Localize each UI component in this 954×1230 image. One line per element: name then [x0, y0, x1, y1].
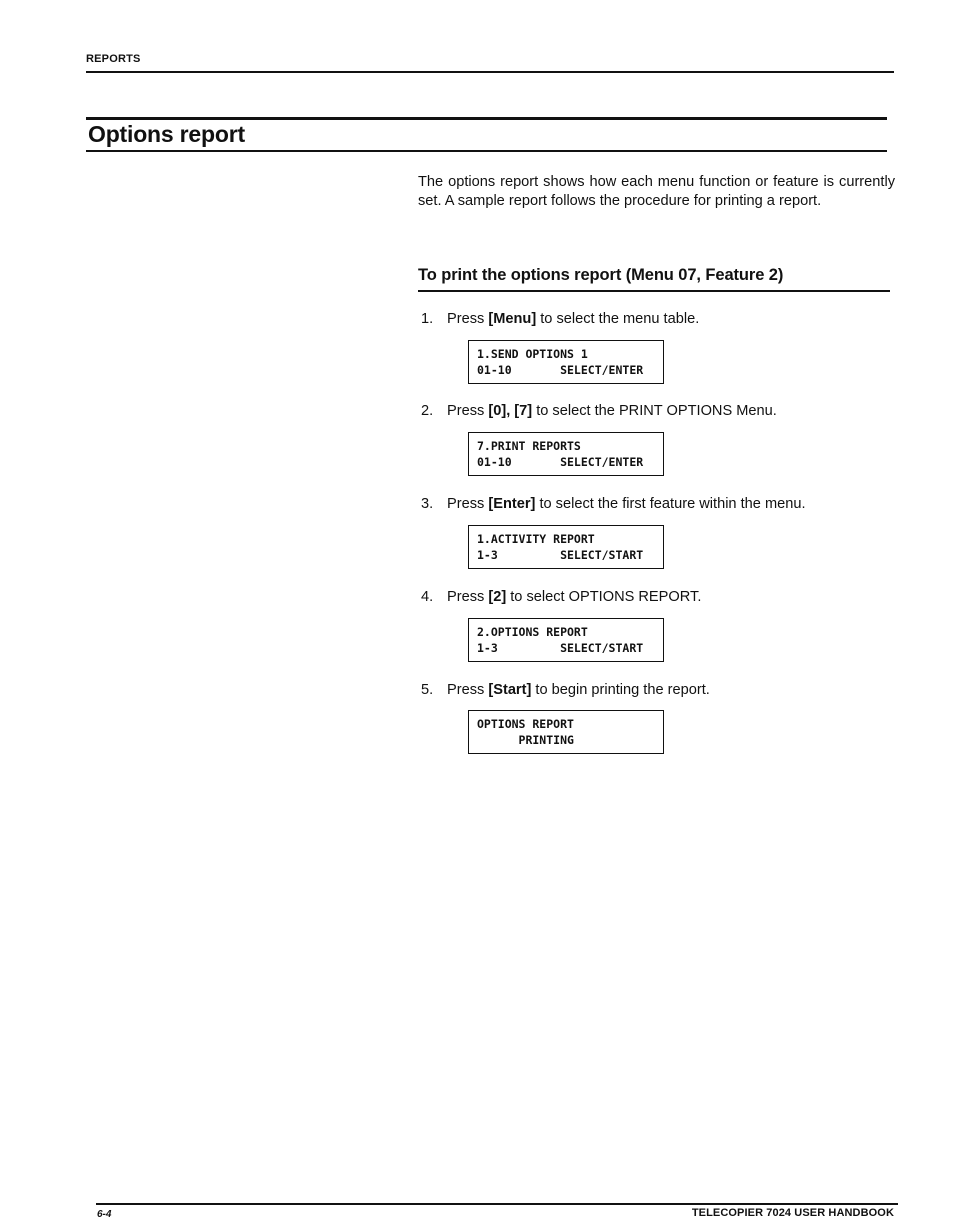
key-name: [Enter] [488, 496, 536, 512]
lcd-line-1: 2.OPTIONS REPORT [477, 625, 588, 639]
lcd-line-1: 1.SEND OPTIONS 1 [477, 347, 588, 361]
lcd-display [468, 525, 664, 569]
lcd-line-1: 1.ACTIVITY REPORT [477, 532, 595, 546]
lcd-line-1: 7.PRINT REPORTS [477, 439, 581, 453]
step-text-pre: Press [447, 682, 489, 698]
procedure-heading-rule [418, 290, 890, 292]
key-name: [0], [7] [488, 403, 533, 419]
step-text-pre: Press [447, 311, 489, 327]
step-text-post: to select OPTIONS REPORT. [506, 589, 702, 605]
footer-rule [96, 1203, 898, 1205]
title-bottom-rule [86, 150, 887, 152]
running-header: REPORTS [86, 53, 141, 65]
step-text-post: to select the menu table. [536, 311, 700, 327]
step-text-post: to select the PRINT OPTIONS Menu. [532, 403, 777, 419]
key-name: [Start] [488, 682, 532, 698]
step-number: 5. [421, 682, 434, 698]
step-text-post: to begin printing the report. [531, 682, 710, 698]
step-number: 4. [421, 589, 434, 605]
title-top-rule [86, 117, 887, 120]
procedure-heading: To print the options report (Menu 07, Feature 2) [418, 266, 784, 284]
lcd-line-2: PRINTING [477, 733, 574, 747]
step-1 [421, 311, 699, 327]
lcd-line-2: 01-10 SELECT/ENTER [477, 455, 644, 469]
page-number: 6-4 [97, 1209, 112, 1220]
lcd-display [468, 710, 664, 754]
lcd-line-2: 1-3 SELECT/START [477, 641, 644, 655]
page-title: Options report [88, 121, 245, 147]
step-text-post: to select the first feature within the menu. [535, 496, 806, 512]
step-number: 3. [421, 496, 434, 512]
key-name: [2] [488, 589, 507, 605]
step-number: 2. [421, 403, 434, 419]
step-text-pre: Press [447, 589, 489, 605]
step-4 [421, 589, 701, 605]
lcd-display [468, 618, 664, 662]
lcd-line-2: 1-3 SELECT/START [477, 548, 644, 562]
lcd-display [468, 340, 664, 384]
lcd-line-2: 01-10 SELECT/ENTER [477, 363, 644, 377]
step-text-pre: Press [447, 403, 489, 419]
key-name: [Menu] [488, 311, 537, 327]
lcd-display [468, 432, 664, 476]
header-rule [86, 71, 894, 73]
book-title: TELECOPIER 7024 USER HANDBOOK [691, 1207, 894, 1219]
step-5 [421, 682, 710, 698]
step-3 [421, 496, 806, 512]
step-2 [421, 403, 777, 419]
intro-paragraph: The options report shows how each menu function or feature is currently set. A sample report follows the procedure for printing a report. [418, 174, 895, 209]
lcd-line-1: OPTIONS REPORT [477, 717, 574, 731]
step-text-pre: Press [447, 496, 489, 512]
step-number: 1. [421, 311, 434, 327]
